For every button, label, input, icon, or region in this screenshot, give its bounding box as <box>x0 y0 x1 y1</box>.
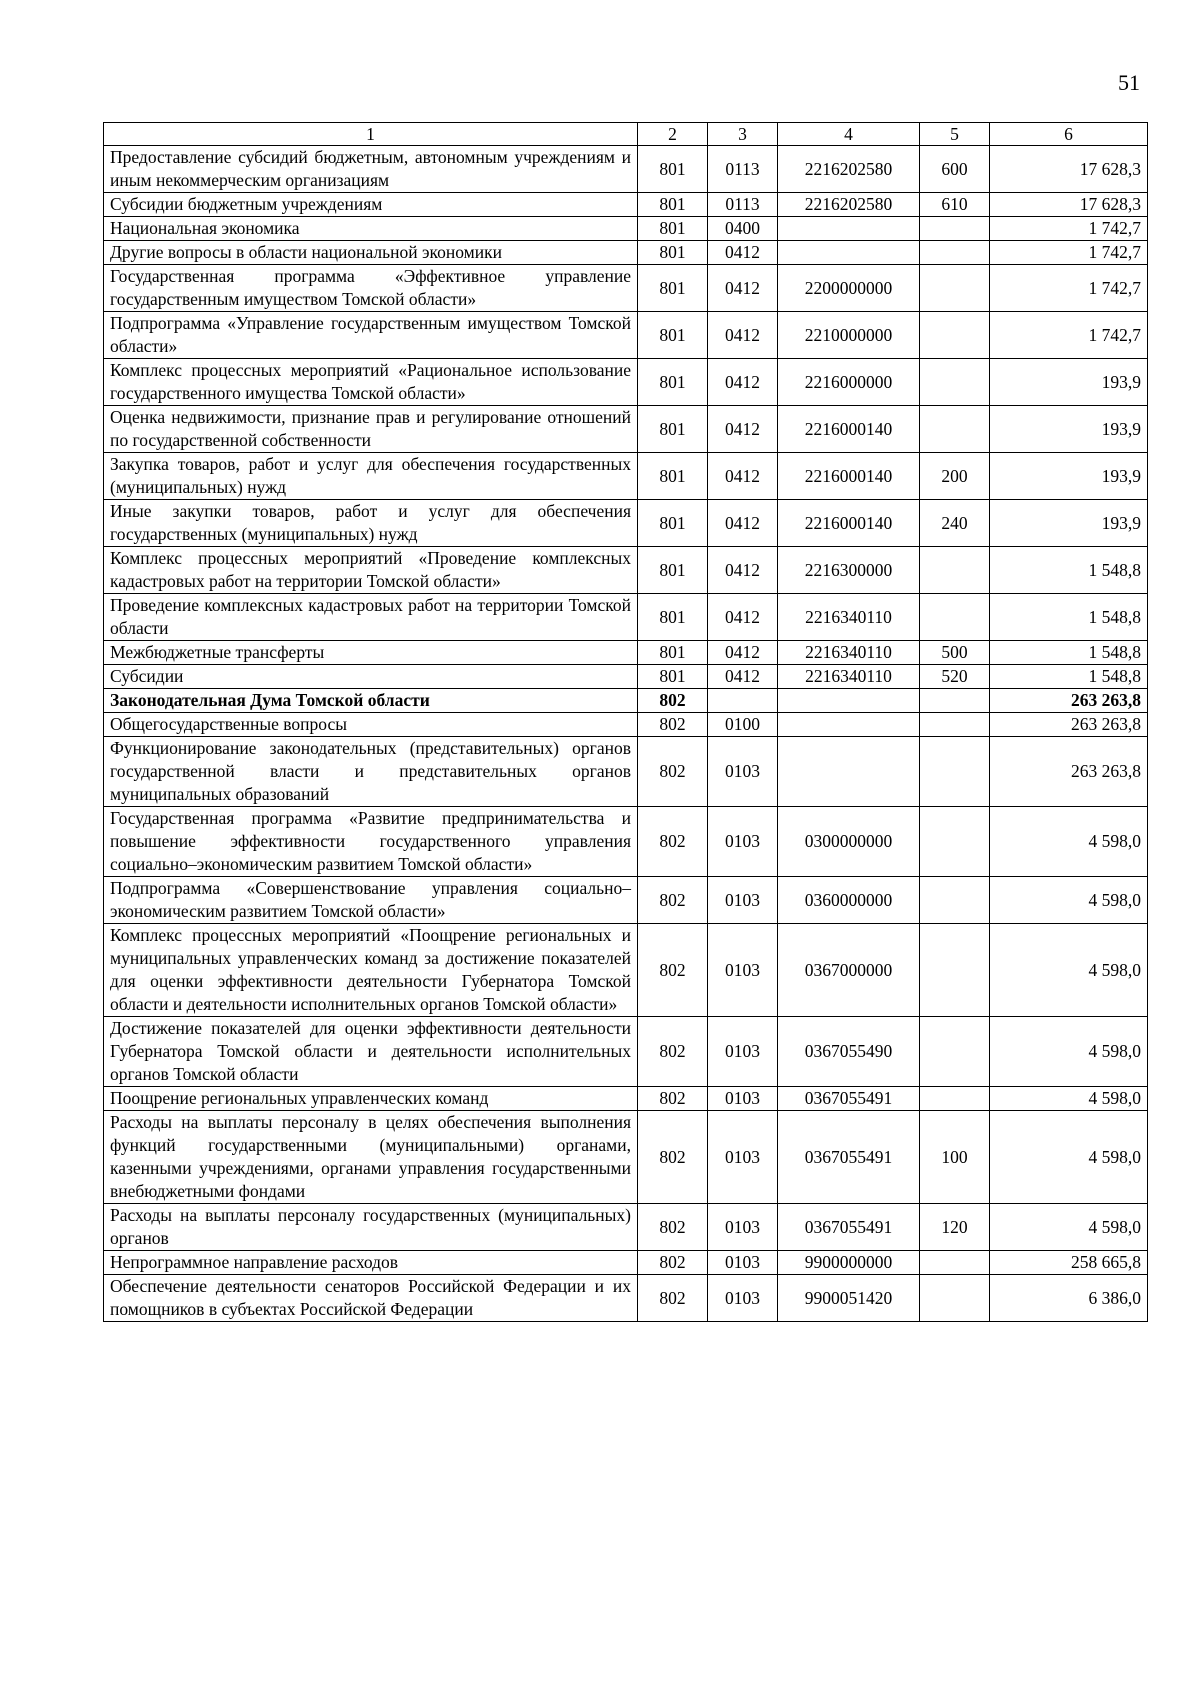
row-type-cell <box>920 547 990 594</box>
row-name-cell: Законодательная Дума Томской области <box>104 689 638 713</box>
row-target-cell <box>778 713 920 737</box>
row-ved-cell: 801 <box>638 359 708 406</box>
row-ved-cell: 802 <box>638 807 708 877</box>
row-name-cell: Расходы на выплаты персоналу в целях обеспечения выполнения функций государственными (муниципальными) органами, казенными учреждениями, органами управления государственными внебюджетными фондами <box>104 1111 638 1204</box>
row-name-cell: Комплекс процессных мероприятий «Проведение комплексных кадастровых работ на территории Томской области» <box>104 547 638 594</box>
table-row <box>104 453 1148 500</box>
row-name-cell: Достижение показателей для оценки эффективности деятельности Губернатора Томской области и деятельности исполнительных органов Томской области <box>104 1017 638 1087</box>
row-ved-cell: 802 <box>638 1251 708 1275</box>
row-type-cell: 610 <box>920 193 990 217</box>
row-target-cell: 0367055491 <box>778 1204 920 1251</box>
header-cell: 1 <box>104 123 638 146</box>
table-row <box>104 359 1148 406</box>
row-target-cell: 2216300000 <box>778 547 920 594</box>
row-name-cell: Другие вопросы в области национальной экономики <box>104 241 638 265</box>
table-row <box>104 1111 1148 1204</box>
row-type-cell: 520 <box>920 665 990 689</box>
row-type-cell <box>920 359 990 406</box>
row-section-cell: 0113 <box>708 146 778 193</box>
row-amount-cell: 17 628,3 <box>990 146 1148 193</box>
table-row <box>104 406 1148 453</box>
row-type-cell: 500 <box>920 641 990 665</box>
row-section-cell: 0400 <box>708 217 778 241</box>
table-row <box>104 594 1148 641</box>
row-section-cell: 0412 <box>708 453 778 500</box>
row-ved-cell: 801 <box>638 547 708 594</box>
row-amount-cell: 4 598,0 <box>990 877 1148 924</box>
row-ved-cell: 802 <box>638 1111 708 1204</box>
row-amount-cell: 258 665,8 <box>990 1251 1148 1275</box>
row-name-cell: Оценка недвижимости, признание прав и регулирование отношений по государственной собственности <box>104 406 638 453</box>
row-section-cell: 0103 <box>708 737 778 807</box>
row-amount-cell: 1 548,8 <box>990 665 1148 689</box>
table-row <box>104 1087 1148 1111</box>
row-ved-cell: 802 <box>638 1204 708 1251</box>
table-row <box>104 713 1148 737</box>
table-row <box>104 1275 1148 1322</box>
row-amount-cell: 263 263,8 <box>990 737 1148 807</box>
row-target-cell: 2216202580 <box>778 193 920 217</box>
row-type-cell: 240 <box>920 500 990 547</box>
row-section-cell: 0412 <box>708 641 778 665</box>
header-cell: 4 <box>778 123 920 146</box>
row-amount-cell: 193,9 <box>990 453 1148 500</box>
row-target-cell: 0367055491 <box>778 1111 920 1204</box>
row-ved-cell: 802 <box>638 924 708 1017</box>
header-cell: 5 <box>920 123 990 146</box>
row-ved-cell: 801 <box>638 453 708 500</box>
row-target-cell: 0300000000 <box>778 807 920 877</box>
row-amount-cell: 4 598,0 <box>990 1111 1148 1204</box>
table-row <box>104 737 1148 807</box>
row-section-cell: 0103 <box>708 1275 778 1322</box>
table-row <box>104 1204 1148 1251</box>
row-name-cell: Межбюджетные трансферты <box>104 641 638 665</box>
row-name-cell: Проведение комплексных кадастровых работ на территории Томской области <box>104 594 638 641</box>
row-amount-cell: 4 598,0 <box>990 1204 1148 1251</box>
row-ved-cell: 801 <box>638 594 708 641</box>
row-type-cell <box>920 1017 990 1087</box>
row-section-cell <box>708 689 778 713</box>
row-name-cell: Подпрограмма «Управление государственным имуществом Томской области» <box>104 312 638 359</box>
row-amount-cell: 193,9 <box>990 359 1148 406</box>
row-type-cell <box>920 877 990 924</box>
row-type-cell <box>920 1087 990 1111</box>
table-row <box>104 193 1148 217</box>
row-ved-cell: 801 <box>638 406 708 453</box>
row-name-cell: Общегосударственные вопросы <box>104 713 638 737</box>
row-type-cell <box>920 594 990 641</box>
row-amount-cell: 1 742,7 <box>990 312 1148 359</box>
row-target-cell: 9900000000 <box>778 1251 920 1275</box>
row-type-cell <box>920 1275 990 1322</box>
row-section-cell: 0412 <box>708 265 778 312</box>
header-cell: 3 <box>708 123 778 146</box>
header-cell: 6 <box>990 123 1148 146</box>
row-ved-cell: 801 <box>638 500 708 547</box>
row-section-cell: 0103 <box>708 1087 778 1111</box>
row-type-cell <box>920 406 990 453</box>
row-name-cell: Закупка товаров, работ и услуг для обеспечения государственных (муниципальных) нужд <box>104 453 638 500</box>
row-ved-cell: 802 <box>638 689 708 713</box>
table-row <box>104 877 1148 924</box>
row-ved-cell: 802 <box>638 737 708 807</box>
row-section-cell: 0103 <box>708 807 778 877</box>
row-amount-cell: 1 548,8 <box>990 547 1148 594</box>
row-amount-cell: 4 598,0 <box>990 924 1148 1017</box>
row-name-cell: Иные закупки товаров, работ и услуг для обеспечения государственных (муниципальных) нужд <box>104 500 638 547</box>
row-name-cell: Государственная программа «Развитие предпринимательства и повышение эффективности государственного управления социально–экономическим развитием Томской области» <box>104 807 638 877</box>
table-row <box>104 924 1148 1017</box>
row-section-cell: 0412 <box>708 406 778 453</box>
row-type-cell <box>920 713 990 737</box>
row-section-cell: 0103 <box>708 877 778 924</box>
row-ved-cell: 801 <box>638 217 708 241</box>
row-target-cell: 2216340110 <box>778 594 920 641</box>
row-amount-cell: 6 386,0 <box>990 1275 1148 1322</box>
row-target-cell: 2216340110 <box>778 641 920 665</box>
table-row <box>104 217 1148 241</box>
row-type-cell: 120 <box>920 1204 990 1251</box>
row-name-cell: Непрограммное направление расходов <box>104 1251 638 1275</box>
page-number: 51 <box>1118 70 1140 95</box>
row-type-cell <box>920 689 990 713</box>
row-ved-cell: 801 <box>638 241 708 265</box>
row-target-cell <box>778 217 920 241</box>
row-target-cell: 2216000140 <box>778 500 920 547</box>
row-type-cell <box>920 217 990 241</box>
row-ved-cell: 801 <box>638 665 708 689</box>
row-target-cell: 0367000000 <box>778 924 920 1017</box>
row-target-cell: 2210000000 <box>778 312 920 359</box>
row-section-cell: 0103 <box>708 924 778 1017</box>
row-amount-cell: 1 548,8 <box>990 594 1148 641</box>
row-name-cell: Национальная экономика <box>104 217 638 241</box>
row-target-cell <box>778 241 920 265</box>
row-target-cell <box>778 737 920 807</box>
row-target-cell: 2216000140 <box>778 406 920 453</box>
row-section-cell: 0412 <box>708 547 778 594</box>
table-row <box>104 1017 1148 1087</box>
table-row <box>104 265 1148 312</box>
row-type-cell <box>920 265 990 312</box>
row-amount-cell: 263 263,8 <box>990 713 1148 737</box>
row-section-cell: 0100 <box>708 713 778 737</box>
row-ved-cell: 802 <box>638 1275 708 1322</box>
row-section-cell: 0103 <box>708 1204 778 1251</box>
row-type-cell: 600 <box>920 146 990 193</box>
row-section-cell: 0412 <box>708 665 778 689</box>
row-target-cell <box>778 689 920 713</box>
row-type-cell: 200 <box>920 453 990 500</box>
row-amount-cell: 1 742,7 <box>990 241 1148 265</box>
row-name-cell: Комплекс процессных мероприятий «Рациональное использование государственного имущества Томской области» <box>104 359 638 406</box>
row-type-cell <box>920 312 990 359</box>
row-target-cell: 0367055490 <box>778 1017 920 1087</box>
row-ved-cell: 802 <box>638 1087 708 1111</box>
row-section-cell: 0412 <box>708 312 778 359</box>
table-row <box>104 689 1148 713</box>
row-ved-cell: 801 <box>638 146 708 193</box>
row-target-cell: 2216202580 <box>778 146 920 193</box>
row-ved-cell: 801 <box>638 312 708 359</box>
table-row <box>104 146 1148 193</box>
row-name-cell: Обеспечение деятельности сенаторов Российской Федерации и их помощников в субъектах Российской Федерации <box>104 1275 638 1322</box>
row-type-cell: 100 <box>920 1111 990 1204</box>
row-name-cell: Поощрение региональных управленческих команд <box>104 1087 638 1111</box>
table-row <box>104 547 1148 594</box>
row-section-cell: 0113 <box>708 193 778 217</box>
row-name-cell: Предоставление субсидий бюджетным, автономным учреждениям и иным некоммерческим организациям <box>104 146 638 193</box>
table-row <box>104 500 1148 547</box>
row-name-cell: Подпрограмма «Совершенствование управления социально–экономическим развитием Томской области» <box>104 877 638 924</box>
row-ved-cell: 802 <box>638 877 708 924</box>
row-name-cell: Субсидии бюджетным учреждениям <box>104 193 638 217</box>
row-section-cell: 0412 <box>708 594 778 641</box>
row-name-cell: Комплекс процессных мероприятий «Поощрение региональных и муниципальных управленческих команд за достижение показателей для оценки эффективности деятельности Губернатора Томской области и деятельности исполнительных органов Томской области» <box>104 924 638 1017</box>
row-section-cell: 0412 <box>708 500 778 547</box>
row-target-cell: 2216340110 <box>778 665 920 689</box>
row-amount-cell: 1 742,7 <box>990 217 1148 241</box>
row-amount-cell: 4 598,0 <box>990 1017 1148 1087</box>
row-type-cell <box>920 241 990 265</box>
row-amount-cell: 193,9 <box>990 500 1148 547</box>
row-type-cell <box>920 1251 990 1275</box>
table-row <box>104 312 1148 359</box>
row-ved-cell: 802 <box>638 1017 708 1087</box>
table-row <box>104 641 1148 665</box>
table-row <box>104 807 1148 877</box>
row-target-cell: 2200000000 <box>778 265 920 312</box>
row-target-cell: 2216000000 <box>778 359 920 406</box>
row-amount-cell: 17 628,3 <box>990 193 1148 217</box>
row-section-cell: 0103 <box>708 1251 778 1275</box>
row-amount-cell: 263 263,8 <box>990 689 1148 713</box>
row-target-cell: 0360000000 <box>778 877 920 924</box>
row-name-cell: Функционирование законодательных (представительных) органов государственной власти и представительных органов муниципальных образований <box>104 737 638 807</box>
row-amount-cell: 1 742,7 <box>990 265 1148 312</box>
budget-table <box>103 122 1148 1322</box>
row-section-cell: 0412 <box>708 241 778 265</box>
row-ved-cell: 801 <box>638 641 708 665</box>
row-type-cell <box>920 737 990 807</box>
table-header-row <box>104 123 1148 146</box>
row-type-cell <box>920 924 990 1017</box>
row-target-cell: 2216000140 <box>778 453 920 500</box>
row-section-cell: 0103 <box>708 1111 778 1204</box>
row-name-cell: Расходы на выплаты персоналу государственных (муниципальных) органов <box>104 1204 638 1251</box>
row-section-cell: 0412 <box>708 359 778 406</box>
row-section-cell: 0103 <box>708 1017 778 1087</box>
row-amount-cell: 193,9 <box>990 406 1148 453</box>
row-amount-cell: 4 598,0 <box>990 1087 1148 1111</box>
row-target-cell: 0367055491 <box>778 1087 920 1111</box>
row-amount-cell: 1 548,8 <box>990 641 1148 665</box>
table-row <box>104 241 1148 265</box>
header-cell: 2 <box>638 123 708 146</box>
row-name-cell: Государственная программа «Эффективное управление государственным имуществом Томской области» <box>104 265 638 312</box>
row-amount-cell: 4 598,0 <box>990 807 1148 877</box>
row-target-cell: 9900051420 <box>778 1275 920 1322</box>
row-ved-cell: 802 <box>638 713 708 737</box>
table-row <box>104 1251 1148 1275</box>
row-ved-cell: 801 <box>638 193 708 217</box>
row-name-cell: Субсидии <box>104 665 638 689</box>
row-type-cell <box>920 807 990 877</box>
row-ved-cell: 801 <box>638 265 708 312</box>
table-row <box>104 665 1148 689</box>
